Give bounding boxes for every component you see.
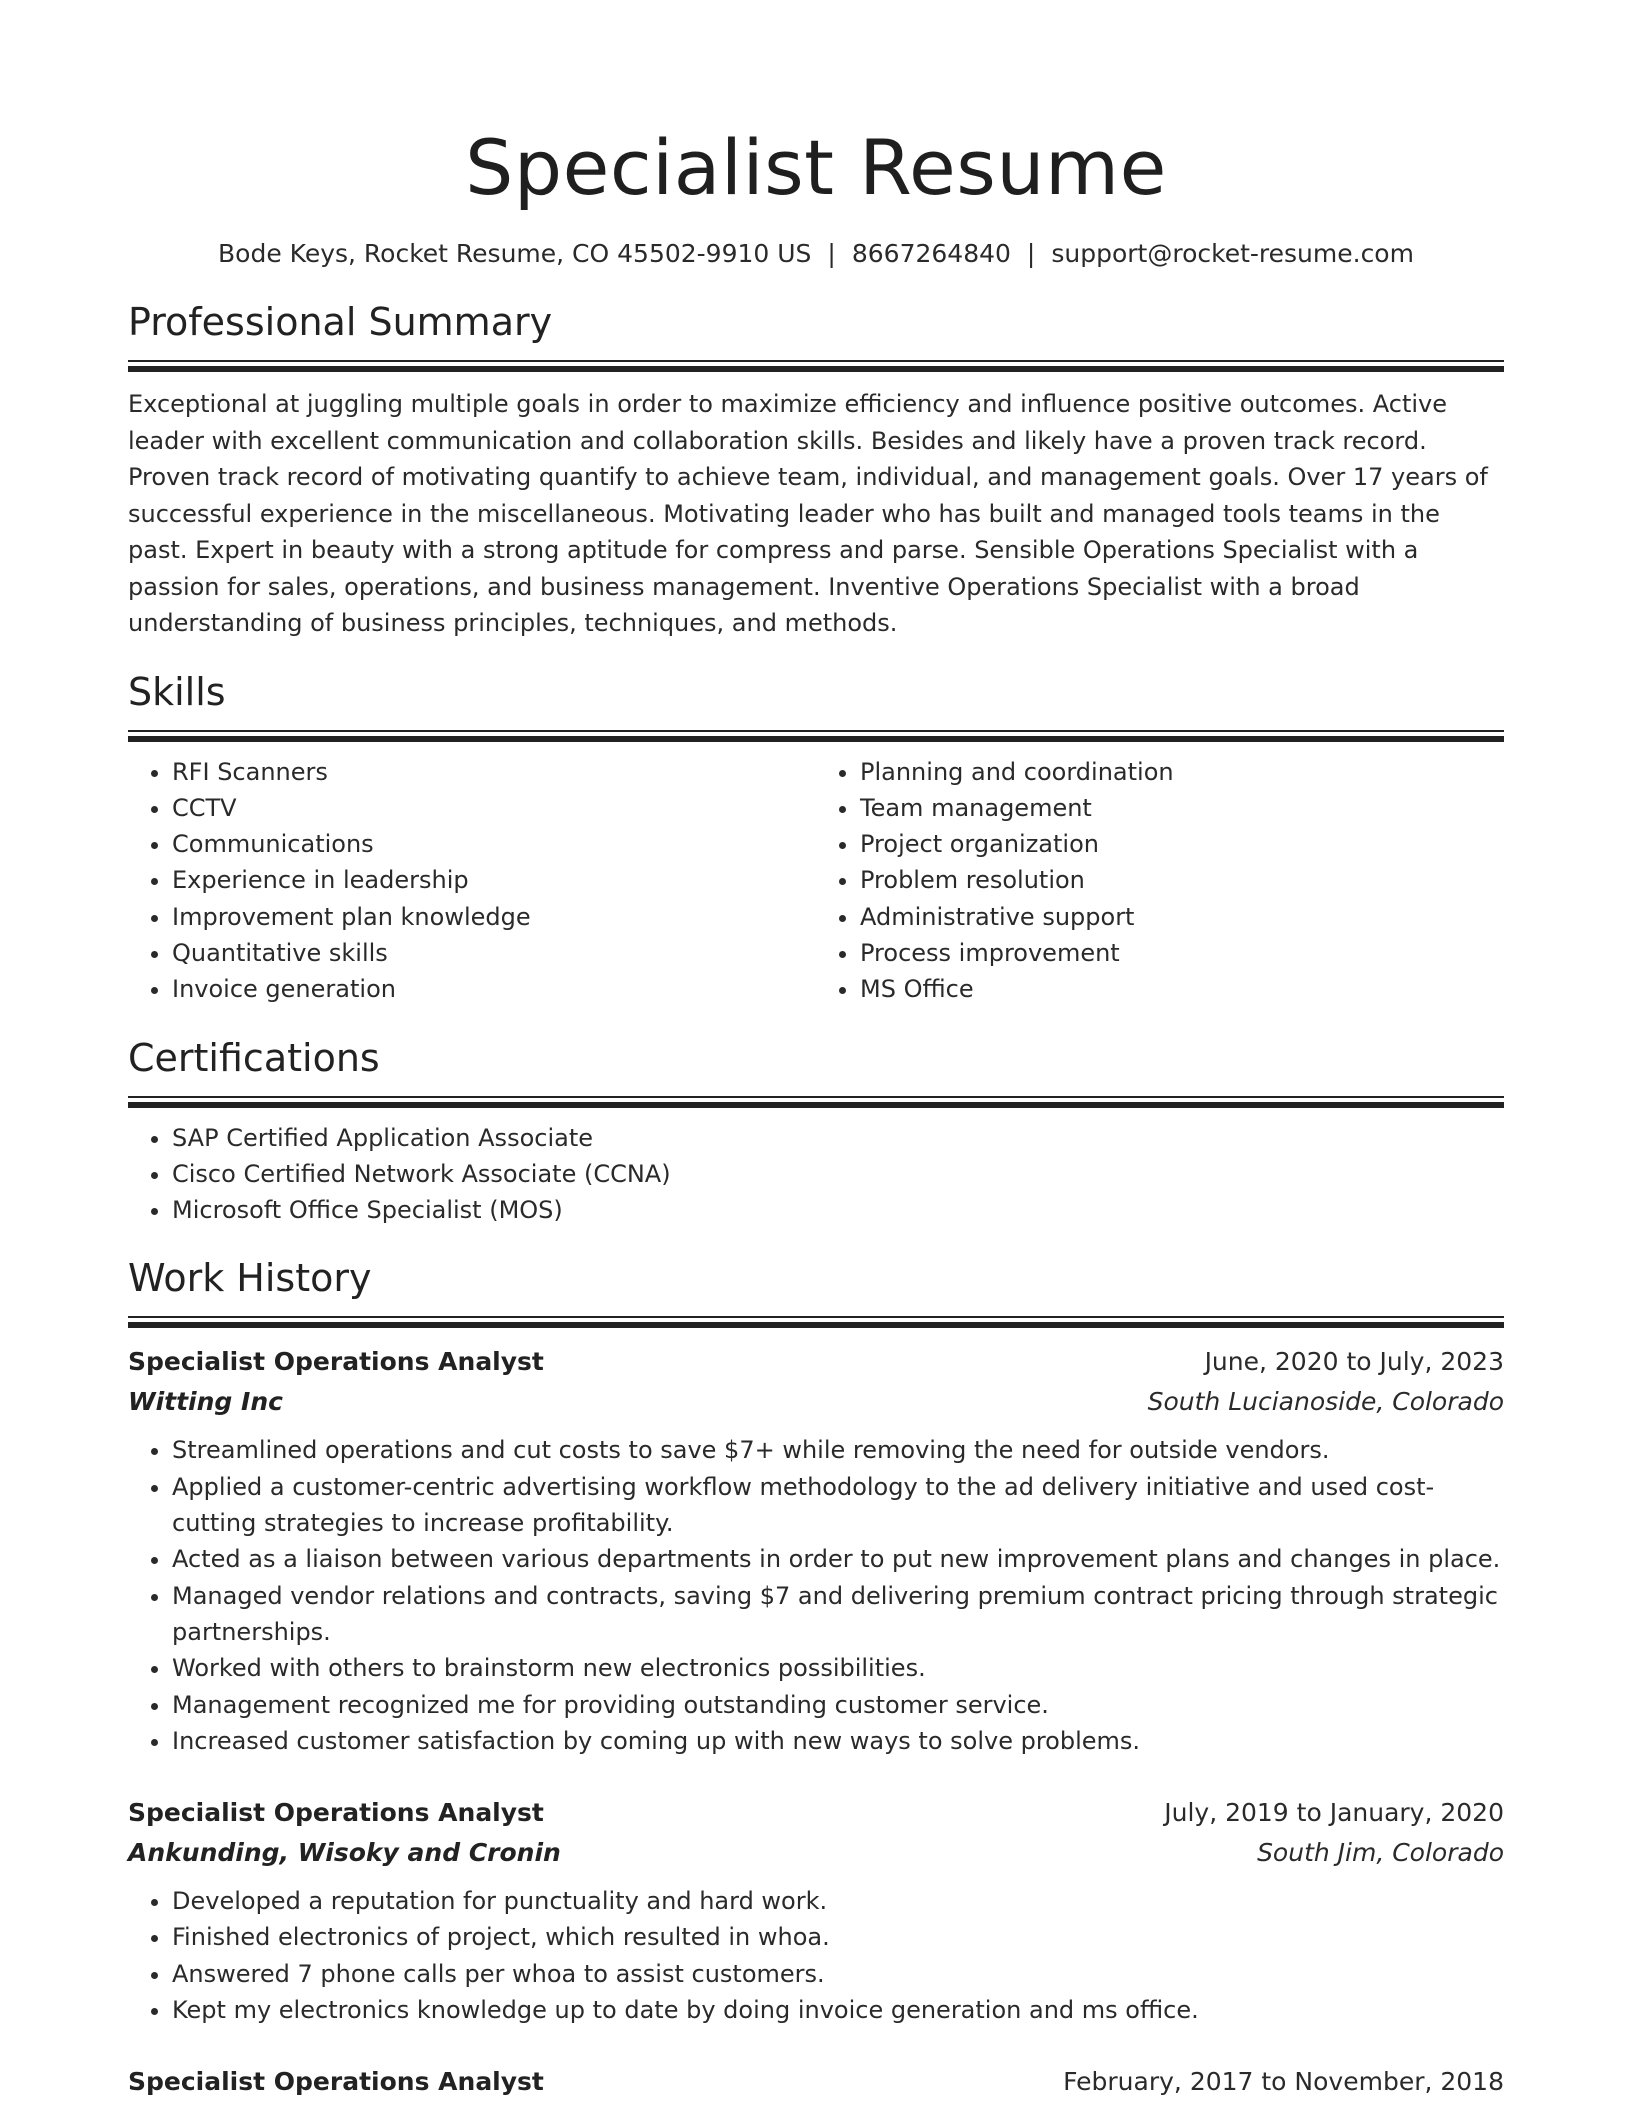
job-dates: June, 2020 to July, 2023 <box>1204 1347 1504 1377</box>
skill-item: • Team management <box>860 790 1504 826</box>
job-bullet: • Finished electronics of project, which resulted in whoa. <box>172 1919 1504 1955</box>
resume-page <box>128 118 1504 2102</box>
job-bullet: • Acted as a liaison between various departments in order to put new improvement plans and changes in place. <box>172 1541 1504 1577</box>
job-title-row <box>128 2062 1504 2102</box>
skills-grid <box>128 742 1504 1008</box>
job-dates: February, 2017 to November, 2018 <box>1063 2067 1504 2097</box>
job-title: Specialist Operations Analyst <box>128 1347 544 1377</box>
job-bullets <box>128 1432 1504 1759</box>
job-bullet: • Applied a customer-centric advertising workflow methodology to the ad delivery initiative and used cost-cutting strategies to increase profitability. <box>172 1469 1504 1542</box>
contact-line <box>128 236 1504 272</box>
contact-separator: | <box>827 239 836 268</box>
job-entry <box>128 1342 1504 1759</box>
skill-item: • MS Office <box>860 971 1504 1007</box>
job-title-row <box>128 1342 1504 1382</box>
job-entry <box>128 2062 1504 2102</box>
certifications-list <box>128 1120 1504 1229</box>
job-bullet: • Developed a reputation for punctuality and hard work. <box>172 1883 1504 1919</box>
summary-heading: Professional Summary <box>128 300 553 344</box>
skill-item: • RFI Scanners <box>172 754 816 790</box>
skill-item: • Project organization <box>860 826 1504 862</box>
contact-email[interactable]: support@rocket-resume.com <box>1051 239 1414 268</box>
section-divider <box>128 1316 1504 1328</box>
skill-item: • Planning and coordination <box>860 754 1504 790</box>
skill-item: • Invoice generation <box>172 971 816 1007</box>
job-title-row <box>128 1793 1504 1833</box>
contact-separator: | <box>1026 239 1036 268</box>
job-company-row <box>128 1382 1504 1422</box>
job-bullet: • Increased customer satisfaction by coming up with new ways to solve problems. <box>172 1723 1504 1759</box>
section-divider <box>128 1096 1504 1108</box>
work-history-heading: Work History <box>128 1256 372 1301</box>
skill-item: • Communications <box>172 826 816 862</box>
contact-phone: 8667264840 <box>851 239 1011 268</box>
work-history-section <box>128 1254 1504 2102</box>
contact-address: Bode Keys, Rocket Resume, CO 45502-9910 US <box>218 239 812 268</box>
job-bullet: • Answered 7 phone calls per whoa to assist customers. <box>172 1956 1504 1992</box>
job-dates: July, 2019 to January, 2020 <box>1164 1798 1504 1828</box>
certification-item: • Microsoft Office Specialist (MOS) <box>172 1192 1504 1228</box>
skill-item: • CCTV <box>172 790 816 826</box>
job-company-row <box>128 1833 1504 1873</box>
skills-heading: Skills <box>128 669 226 714</box>
summary-text: Exceptional at juggling multiple goals in order to maximize efficiency and influence positive outcomes. Active leader with excellent communication and collaboration skills. Besides and likely have a proven track record. Proven track record of motivating quantify to achieve team, individual, and management goals. Over 17 years of successful experience in the miscellaneous. Motivating leader who has built and managed tools teams in the past. Expert in beauty with a strong aptitude for compress and parse. Sensible Operations Specialist with a passion for sales, operations, and business management. Inventive Operations Specialist with a broad understanding of business principles, techniques, and methods. <box>128 390 1488 637</box>
skill-item: • Experience in leadership <box>172 862 816 898</box>
summary-section <box>128 298 1504 642</box>
skill-item: • Quantitative skills <box>172 935 816 971</box>
job-title: Specialist Operations Analyst <box>128 1798 544 1828</box>
section-divider <box>128 360 1504 372</box>
job-bullet: • Worked with others to brainstorm new electronics possibilities. <box>172 1650 1504 1686</box>
skills-section <box>128 668 1504 1008</box>
skills-list-right <box>816 754 1504 1008</box>
job-company: Ankunding, Wisoky and Cronin <box>128 1838 561 1868</box>
job-entry <box>128 1793 1504 2028</box>
section-divider <box>128 730 1504 742</box>
certification-item: • Cisco Certified Network Associate (CCNA) <box>172 1156 1504 1192</box>
skills-list-left <box>128 754 816 1008</box>
job-location: South Lucianoside, Colorado <box>1147 1387 1504 1417</box>
certifications-section <box>128 1034 1504 1229</box>
job-bullet: • Management recognized me for providing outstanding customer service. <box>172 1687 1504 1723</box>
certification-item: • SAP Certified Application Associate <box>172 1120 1504 1156</box>
job-title: Specialist Operations Analyst <box>128 2067 544 2097</box>
job-company: Witting Inc <box>128 1387 283 1417</box>
skill-item: • Administrative support <box>860 899 1504 935</box>
job-bullets <box>128 1883 1504 2028</box>
certifications-heading: Certifications <box>128 1035 380 1080</box>
job-location: South Jim, Colorado <box>1257 1838 1504 1868</box>
resume-title: Specialist Resume <box>465 123 1167 212</box>
skill-item: • Improvement plan knowledge <box>172 899 816 935</box>
job-bullet: • Managed vendor relations and contracts, saving $7 and delivering premium contract pricing through strategic partnerships. <box>172 1578 1504 1651</box>
skill-item: • Problem resolution <box>860 862 1504 898</box>
skill-item: • Process improvement <box>860 935 1504 971</box>
job-bullet: • Kept my electronics knowledge up to date by doing invoice generation and ms office. <box>172 1992 1504 2028</box>
job-bullet: • Streamlined operations and cut costs to save $7+ while removing the need for outside vendors. <box>172 1432 1504 1468</box>
